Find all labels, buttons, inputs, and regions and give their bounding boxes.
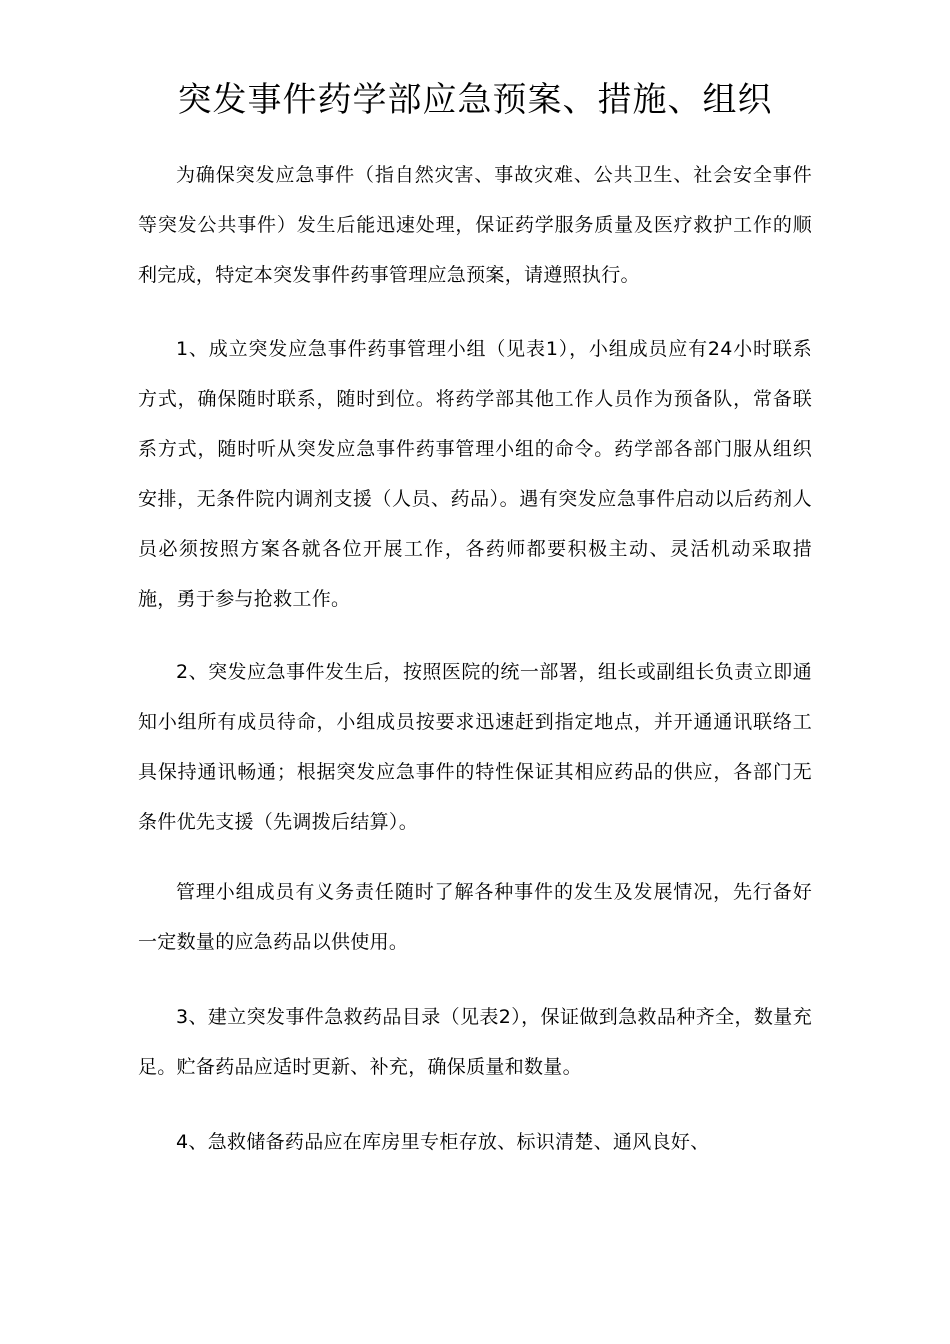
- paragraph-2: 2、突发应急事件发生后，按照医院的统一部署，组长或副组长负责立即通知小组所有成员待命，小组成员按要求迅速赶到指定地点，并开通通讯联络工具保持通讯畅通；根据突发应急事件的特性保证其相应药品的供应，各部门无条件优先支援（先调拨后结算）。: [138, 661, 812, 833]
- intro-paragraph: 为确保突发应急事件（指自然灾害、事故灾难、公共卫生、社会安全事件等突发公共事件）发生后能迅速处理，保证药学服务质量及医疗救护工作的顺利完成，特定本突发事件药事管理应急预案，请遵照执行。: [138, 164, 812, 286]
- paragraph-1: 1、成立突发应急事件药事管理小组（见表1），小组成员应有24小时联系方式，确保随时联系，随时到位。将药学部其他工作人员作为预备队，常备联系方式，随时听从突发应急事件药事管理小组的命令。药学部各部门服从组织安排，无条件院内调剂支援（人员、药品）。遇有突发应急事件启动以后药剂人员必须按照方案各就各位开展工作，各药师都要积极主动、灵活机动采取措施，勇于参与抢救工作。: [138, 338, 812, 610]
- paragraph-management: 管理小组成员有义务责任随时了解各种事件的发生及发展情况，先行备好一定数量的应急药品以供使用。: [138, 881, 812, 953]
- paragraph-3: 3、建立突发事件急救药品目录（见表2），保证做到急救品种齐全，数量充足。贮备药品应适时更新、补充，确保质量和数量。: [138, 1006, 812, 1078]
- document-title: 突发事件药学部应急预案、措施、组织: [177, 80, 773, 120]
- paragraph-4: 4、急救储备药品应在库房里专柜存放、标识清楚、通风良好、: [176, 1131, 710, 1153]
